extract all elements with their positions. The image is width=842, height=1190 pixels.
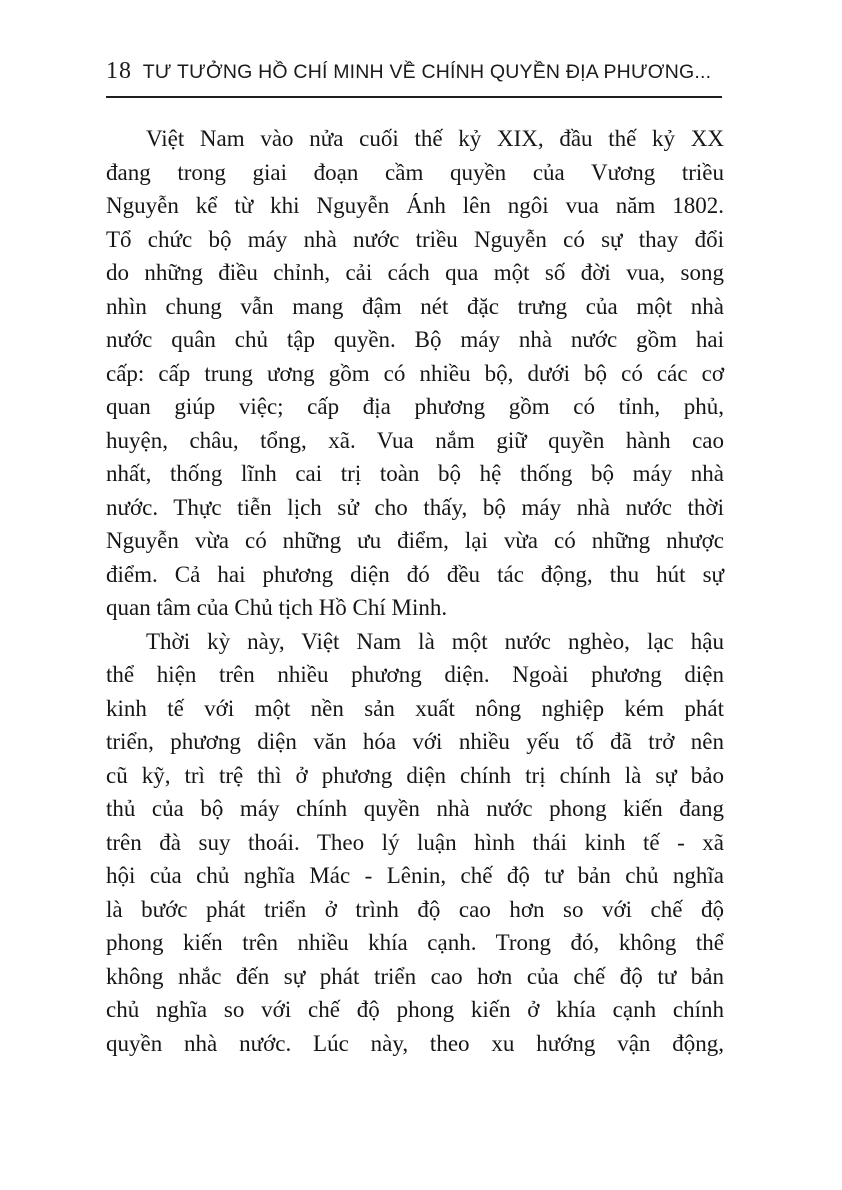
text-line: Tổ chức bộ máy nhà nước triều Nguyễn có sự thay đổi [106, 226, 724, 252]
running-head [106, 58, 722, 98]
text-line: kinh tế với một nền sản xuất nông nghiệp kém phát [106, 695, 724, 721]
text-line: Thời kỳ này, Việt Nam là một nước nghèo, lạc hậu [146, 628, 724, 654]
text-line: đang trong giai đoạn cầm quyền của Vương triều [106, 159, 724, 185]
text-line: do những điều chỉnh, cải cách qua một số đời vua, song [106, 260, 724, 285]
text-line: Nguyễn kể từ khi Nguyễn Ánh lên ngôi vua năm 1802. [106, 193, 724, 218]
text-line: nước quân chủ tập quyền. Bộ máy nhà nước gồm hai [106, 327, 724, 352]
body-text [106, 122, 724, 1060]
text-line: nhìn chung vẫn mang đậm nét đặc trưng của một nhà [106, 293, 724, 319]
page-number: 18 [106, 58, 132, 84]
text-line: thể hiện trên nhiều phương diện. Ngoài phương diện [106, 662, 724, 687]
text-line: quyền nhà nước. Lúc này, theo xu hướng vận động, [106, 1030, 724, 1056]
text-line: Nguyễn vừa có những ưu điểm, lại vừa có những nhược [106, 528, 724, 553]
text-line: triển, phương diện văn hóa với nhiều yếu tố đã trở nên [106, 729, 724, 754]
text-line: chủ nghĩa so với chế độ phong kiến ở khía cạnh chính [106, 997, 724, 1022]
text-line: phong kiến trên nhiều khía cạnh. Trong đó, không thể [106, 930, 724, 955]
text-line: điểm. Cả hai phương diện đó đều tác động, thu hút sự [106, 561, 724, 587]
text-line: quan giúp việc; cấp địa phương gồm có tỉnh, phủ, [106, 394, 724, 419]
text-line: nước. Thực tiễn lịch sử cho thấy, bộ máy nhà nước thời [106, 494, 724, 520]
text-line: cấp: cấp trung ương gồm có nhiều bộ, dưới bộ có các cơ [106, 360, 724, 386]
text-line: cũ kỹ, trì trệ thì ở phương diện chính trị chính là sự bảo [106, 762, 724, 788]
text-line: Việt Nam vào nửa cuối thế kỷ XIX, đầu thế kỷ XX [146, 126, 724, 151]
text-line: trên đà suy thoái. Theo lý luận hình thái kinh tế - xã [106, 829, 724, 855]
text-line: quan tâm của Chủ tịch Hồ Chí Minh. [106, 595, 448, 620]
text-line: nhất, thống lĩnh cai trị toàn bộ hệ thống bộ máy nhà [106, 461, 724, 486]
text-line: không nhắc đến sự phát triển cao hơn của chế độ tư bản [106, 963, 724, 989]
text-line: huyện, châu, tổng, xã. Vua nắm giữ quyền hành cao [106, 427, 724, 453]
text-line: thủ của bộ máy chính quyền nhà nước phong kiến đang [106, 796, 724, 821]
running-title: TƯ TƯỞNG HỒ CHÍ MINH VỀ CHÍNH QUYỀN ĐỊA PHƯƠNG... [142, 61, 712, 83]
text-line: hội của chủ nghĩa Mác - Lênin, chế độ tư bản chủ nghĩa [106, 863, 724, 888]
text-line: là bước phát triển ở trình độ cao hơn so với chế độ [106, 896, 724, 922]
